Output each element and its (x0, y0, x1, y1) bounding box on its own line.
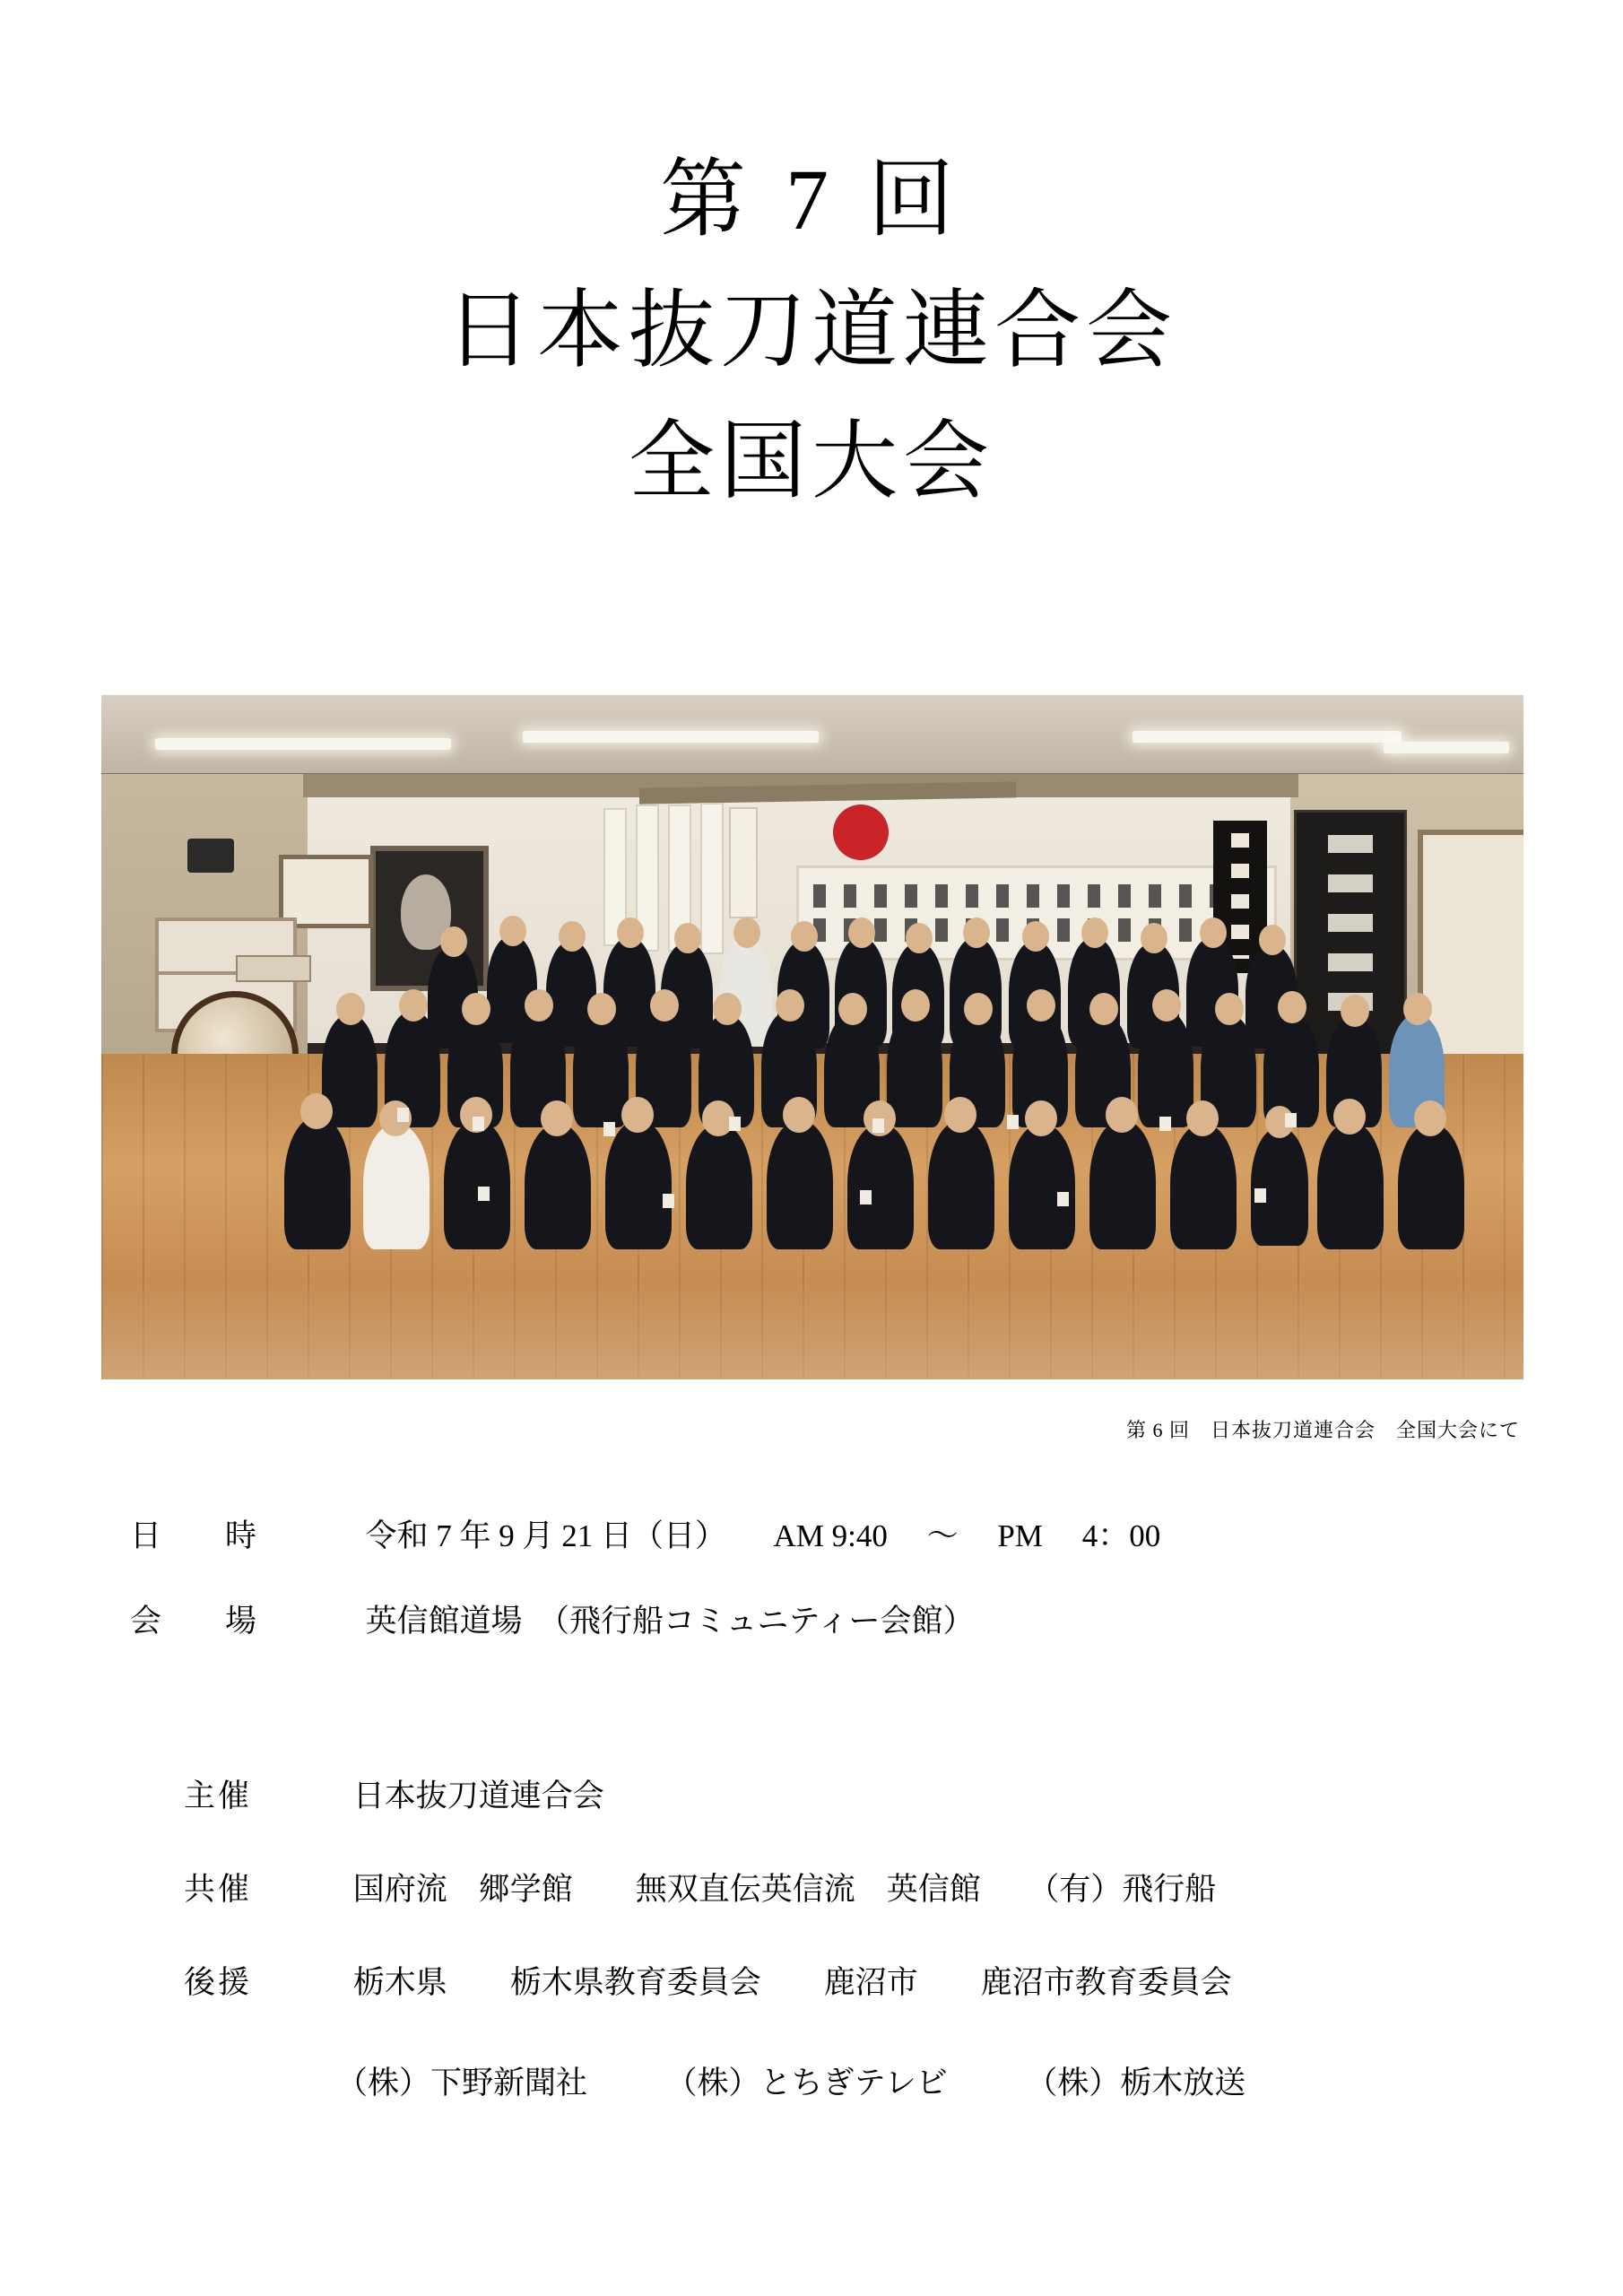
ceiling-light (155, 738, 451, 750)
organizer-row-host (184, 1771, 1232, 1816)
participant-head (1414, 1100, 1446, 1136)
participant-head (1278, 991, 1306, 1023)
banner-text-line (813, 884, 1260, 908)
participant-head (587, 993, 616, 1025)
group-photo (101, 695, 1523, 1379)
dojo-floor-reflection (101, 1281, 1523, 1379)
japanese-flag-disc (833, 804, 889, 860)
name-tag (663, 1194, 674, 1208)
support-value: 栃木県 栃木県教育委員会 鹿沼市 鹿沼市教育委員会 (352, 1965, 1232, 2000)
participant-head (906, 923, 933, 953)
participant-head (621, 1097, 654, 1133)
page-title (0, 135, 1623, 527)
name-tag (729, 1117, 741, 1131)
participant (767, 1120, 833, 1249)
name-tag (1254, 1188, 1266, 1203)
participant-head (901, 989, 930, 1022)
participant (1170, 1124, 1237, 1249)
dojo-kun-sign (729, 807, 758, 918)
participant (686, 1124, 752, 1249)
participant (1251, 1127, 1308, 1246)
participant (605, 1120, 672, 1249)
participant (525, 1124, 591, 1249)
datetime-value: 令和 7 年 9 月 21 日（日） AM 9:40 〜 PM 4：00 (365, 1518, 1161, 1553)
participant-head (713, 993, 742, 1025)
participant-head (1027, 989, 1055, 1022)
participant-head (1215, 993, 1244, 1025)
ceiling-light (523, 731, 819, 743)
participant-head (541, 1100, 573, 1136)
participant-head (1403, 993, 1432, 1025)
participant-head (963, 918, 990, 948)
title-line-2: 日本抜刀道連合会 (446, 283, 1177, 378)
name-tag (397, 1108, 409, 1122)
cohost-label: 共催 (184, 1872, 253, 1907)
datetime-label: 日 時 (130, 1518, 273, 1553)
participant (1009, 1124, 1075, 1249)
participant-head (1141, 923, 1167, 953)
participant-head (1106, 1097, 1138, 1133)
wall-speaker (187, 839, 234, 873)
host-label: 主催 (184, 1779, 253, 1813)
sponsors-row: （株）下野新聞社 （株）とちぎテレビ （株）栃木放送 (336, 2066, 1246, 2100)
participant-head (1341, 995, 1369, 1027)
name-tag (1007, 1115, 1019, 1129)
participant-head (300, 1093, 333, 1129)
participant (1398, 1124, 1464, 1249)
participant-head (499, 916, 526, 946)
participant-head (1152, 989, 1181, 1022)
name-tag (478, 1187, 490, 1201)
wall-plate (236, 955, 311, 982)
event-datetime-row (130, 1511, 1160, 1556)
name-tag (1159, 1117, 1171, 1131)
participant (928, 1120, 994, 1249)
organizer-row-support (184, 1958, 1232, 2003)
photo-caption: 第 6 回 日本抜刀道連合会 全国大会にて (1125, 1419, 1520, 1441)
participant-head (617, 918, 644, 948)
participant (1089, 1120, 1156, 1249)
participant (887, 1011, 942, 1127)
participant-head (783, 1097, 815, 1133)
participant-head (1186, 1100, 1219, 1136)
participant-head (399, 989, 428, 1022)
name-tag (1285, 1113, 1297, 1127)
organizer-row-cohost (184, 1865, 1232, 1909)
participant-head (674, 923, 701, 953)
name-tag (603, 1122, 615, 1136)
participant-head (838, 993, 867, 1025)
participant (847, 1124, 914, 1249)
host-value: 日本抜刀道連合会 (352, 1779, 604, 1813)
participant-head (733, 918, 760, 948)
title-line-3: 全国大会 (629, 413, 994, 509)
participant (1317, 1122, 1384, 1249)
participant-head (964, 993, 993, 1025)
participant-head (525, 989, 553, 1022)
dojo-precept-scroll (700, 803, 724, 954)
participant-head (1200, 918, 1227, 948)
organizer-block (184, 1771, 1232, 2051)
participant-head (848, 918, 875, 948)
participant (1138, 1011, 1193, 1127)
participant (363, 1124, 430, 1249)
support-label: 後援 (184, 1965, 253, 2000)
name-tag (1057, 1192, 1069, 1206)
participant-head (1022, 921, 1049, 952)
participant (573, 1014, 629, 1127)
participant-head (462, 993, 490, 1025)
participant-head (336, 993, 365, 1025)
participant-head (650, 989, 679, 1022)
participant-head (1025, 1100, 1057, 1136)
name-tag (872, 1118, 884, 1133)
ceiling-light (1384, 742, 1509, 753)
participant-head (1333, 1099, 1366, 1135)
event-venue-row (130, 1596, 975, 1641)
ceiling-light (1133, 731, 1402, 743)
title-line-1: 第 7 回 (660, 152, 963, 248)
participant-head (1089, 993, 1118, 1025)
participant (444, 1120, 510, 1249)
venue-label: 会 場 (130, 1604, 273, 1639)
participant-head (776, 989, 804, 1022)
group-photo-image (101, 695, 1523, 1379)
participant-head (559, 921, 586, 952)
name-tag (860, 1190, 872, 1205)
venue-value: 英信館道場 （飛行船コミュニティー会館） (365, 1604, 975, 1639)
cohost-value: 国府流 郷学館 無双直伝英信流 英信館 （有）飛行船 (352, 1872, 1217, 1907)
participant-head (944, 1097, 976, 1133)
participant-head (1259, 925, 1286, 955)
participant-head (791, 921, 818, 952)
participant-head (1081, 918, 1108, 948)
participant (284, 1117, 351, 1249)
participant-head (440, 926, 467, 957)
name-tag (473, 1117, 484, 1131)
